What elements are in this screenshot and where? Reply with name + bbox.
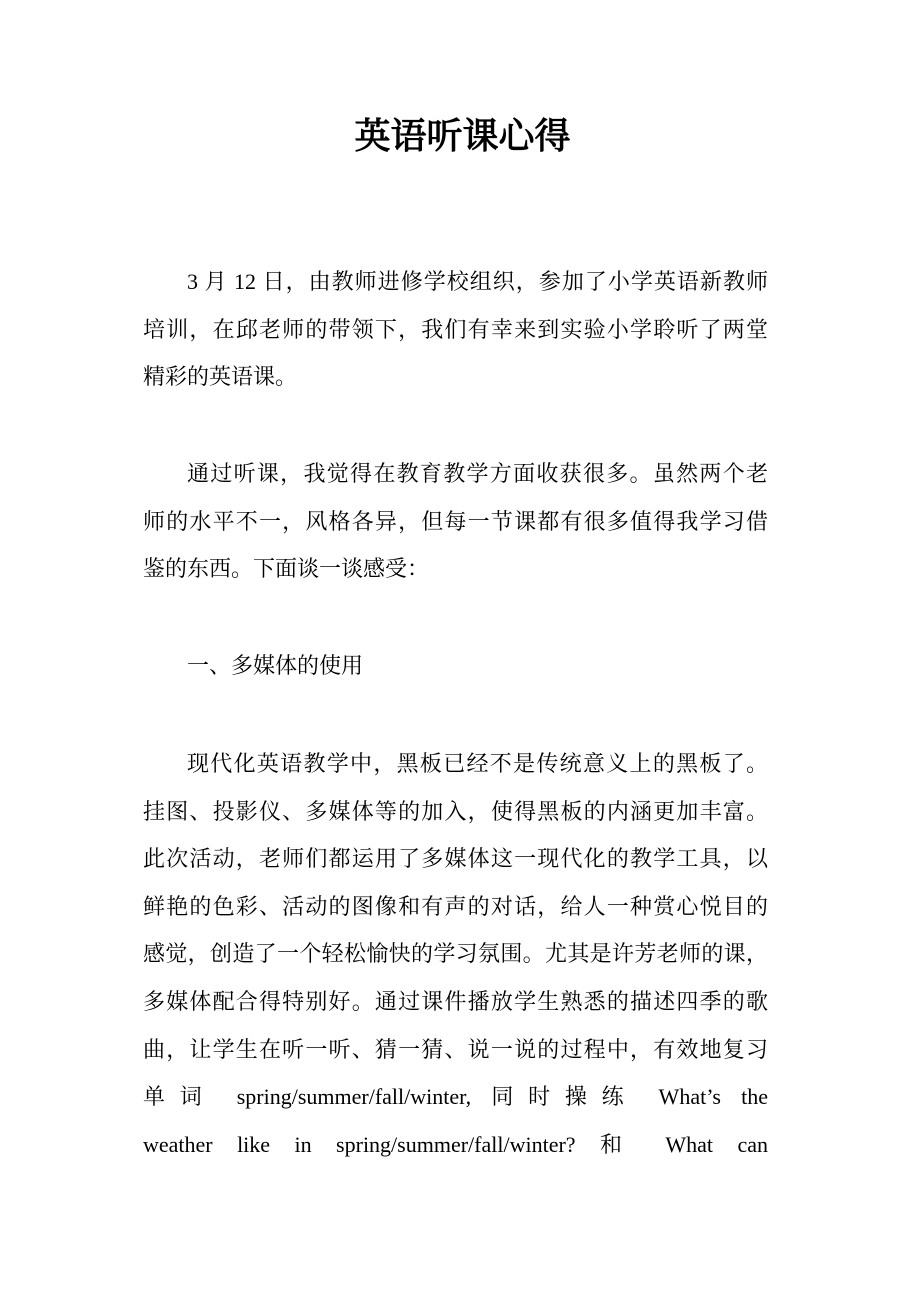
text-line: 此次活动，老师们都运用了多媒体这一现代化的教学工具，以 bbox=[143, 846, 768, 872]
paragraph-intro bbox=[143, 258, 768, 401]
text-line: 精彩的英语课。 bbox=[143, 364, 298, 390]
text-line: 一、多媒体的使用 bbox=[187, 653, 364, 678]
text-line: 感觉，创造了一个轻松愉快的学习氛围。尤其是许芳老师的课， bbox=[143, 941, 768, 967]
section-heading-multimedia bbox=[143, 642, 768, 690]
text-line: 鲜艳的色彩、活动的图像和有声的对话，给人一种赏心悦目的 bbox=[143, 893, 768, 919]
document-title: 英语听课心得 bbox=[354, 115, 571, 156]
text-line: 曲，让学生在听一听、猜一猜、说一说的过程中，有效地复习 bbox=[143, 1036, 768, 1062]
text-line: 鉴的东西。下面谈一谈感受： bbox=[143, 556, 430, 582]
text-line: 师的水平不一，风格各异，但每一节课都有很多值得我学习借 bbox=[143, 508, 768, 534]
text-line: 现代化英语教学中，黑板已经不是传统意义上的黑板了。 bbox=[187, 751, 768, 776]
text-line: 培训，在邱老师的带领下，我们有幸来到实验小学聆听了两堂 bbox=[143, 316, 768, 342]
paragraph-overview bbox=[143, 450, 768, 593]
text-line: weather like in spring/summer/fall/winter? 和 What can bbox=[143, 1131, 768, 1157]
text-line: 单词 spring/summer/fall/winter, 同时操练 What’s the bbox=[143, 1084, 768, 1110]
text-line: 通过听课，我觉得在教育教学方面收获很多。虽然两个老 bbox=[187, 461, 768, 486]
text-line: 多媒体配合得特别好。通过课件播放学生熟悉的描述四季的歌 bbox=[143, 988, 768, 1014]
paragraph-multimedia bbox=[143, 740, 768, 1168]
text-line: 3 月 12 日，由教师进修学校组织，参加了小学英语新教师 bbox=[187, 269, 768, 294]
text-line: 挂图、投影仪、多媒体等的加入，使得黑板的内涵更加丰富。 bbox=[143, 798, 768, 824]
